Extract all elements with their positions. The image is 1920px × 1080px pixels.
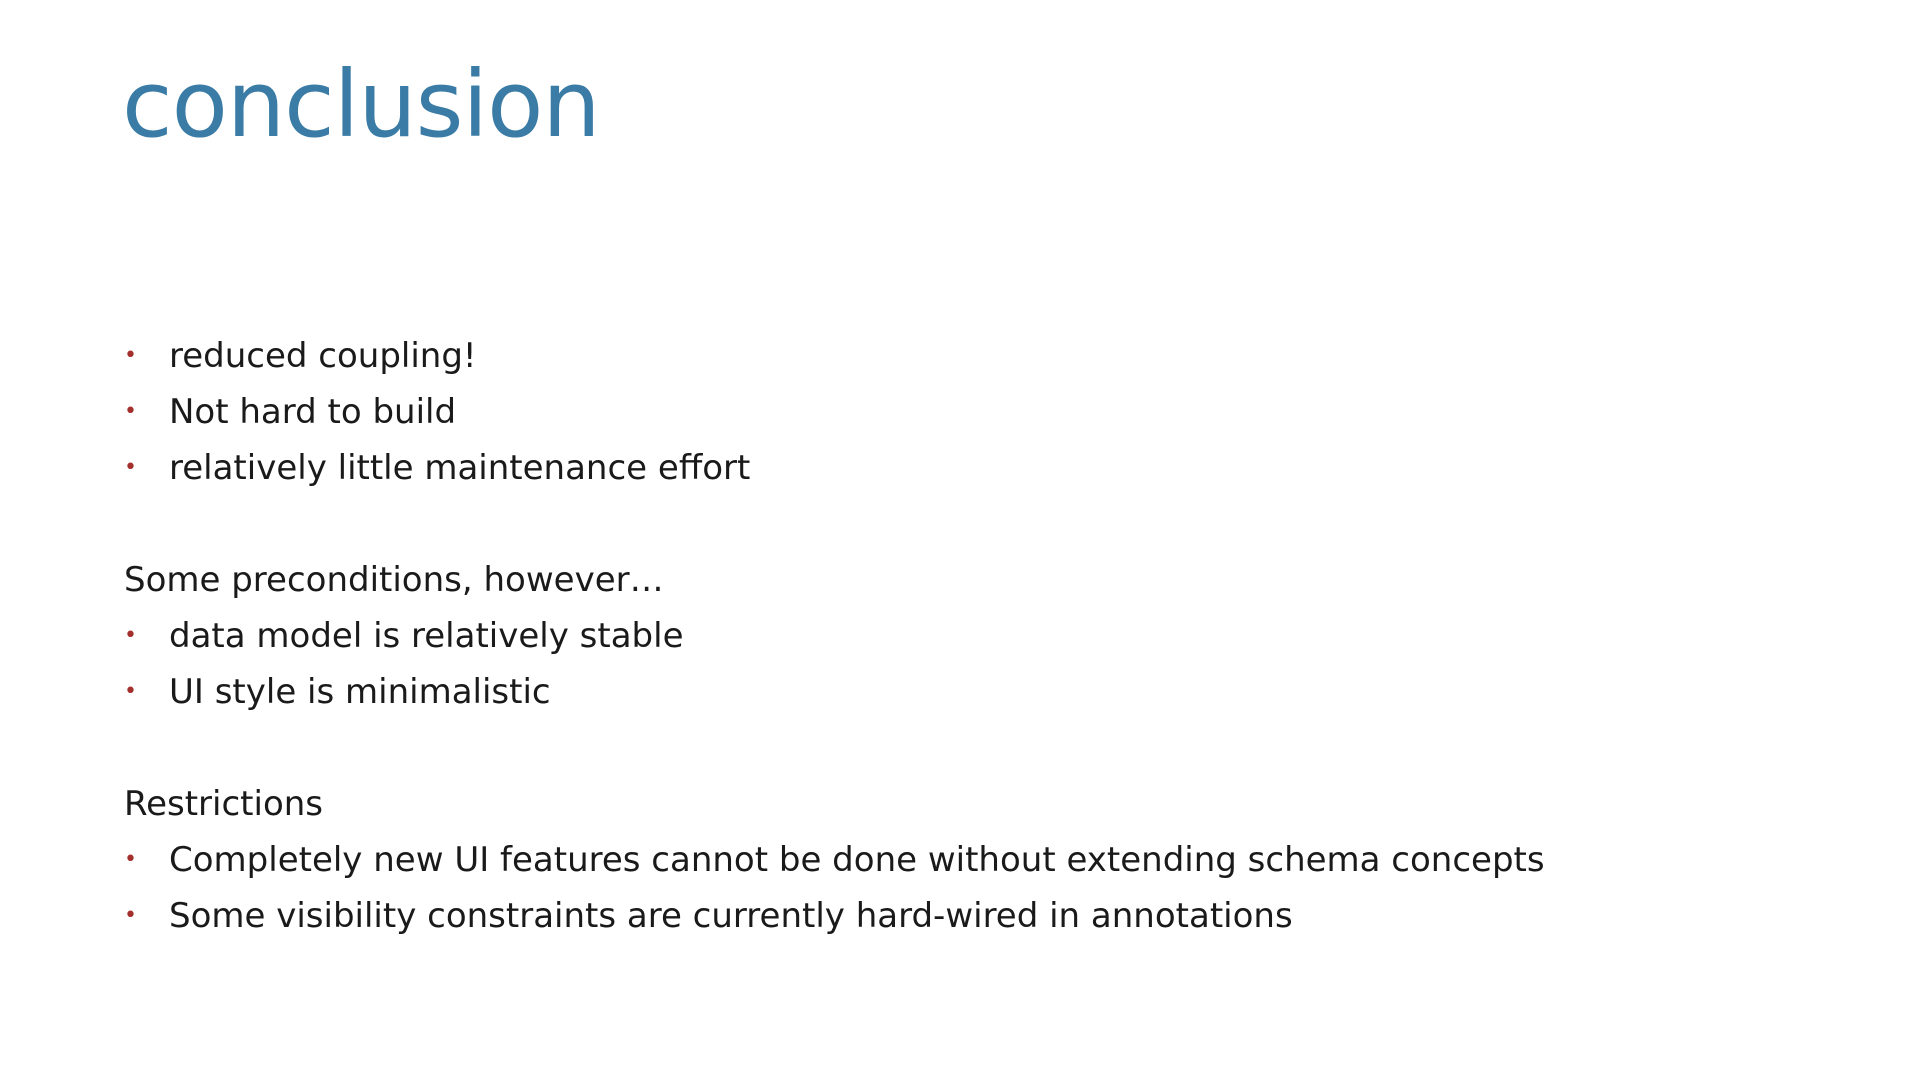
list-item [124, 384, 1824, 440]
list-item [124, 440, 1824, 496]
slide-body [124, 328, 1824, 944]
bullet-text: Not hard to build [169, 392, 457, 432]
preconditions-list [124, 608, 1824, 720]
spacer [124, 720, 1824, 776]
bullet-text: reduced coupling! [169, 336, 477, 376]
bullet-text: data model is relatively stable [169, 616, 684, 656]
bullet-icon: • [124, 343, 137, 368]
preconditions-heading: Some preconditions, however… [124, 560, 664, 600]
benefits-list [124, 328, 1824, 496]
list-item [124, 832, 1824, 888]
bullet-icon: • [124, 679, 137, 704]
slide-title: conclusion [122, 51, 600, 158]
bullet-icon: • [124, 623, 137, 648]
restrictions-list [124, 832, 1824, 944]
bullet-icon: • [124, 847, 137, 872]
bullet-text: Completely new UI features cannot be done without extending schema concepts [169, 840, 1545, 880]
list-item [124, 664, 1824, 720]
list-item [124, 328, 1824, 384]
bullet-text: relatively little maintenance effort [169, 448, 751, 488]
bullet-text: UI style is minimalistic [169, 672, 551, 712]
list-item [124, 888, 1824, 944]
list-item [124, 608, 1824, 664]
bullet-icon: • [124, 399, 137, 424]
bullet-icon: • [124, 455, 137, 480]
restrictions-heading: Restrictions [124, 784, 324, 824]
spacer [124, 496, 1824, 552]
bullet-text: Some visibility constraints are currently hard-wired in annotations [169, 896, 1293, 936]
bullet-icon: • [124, 903, 137, 928]
